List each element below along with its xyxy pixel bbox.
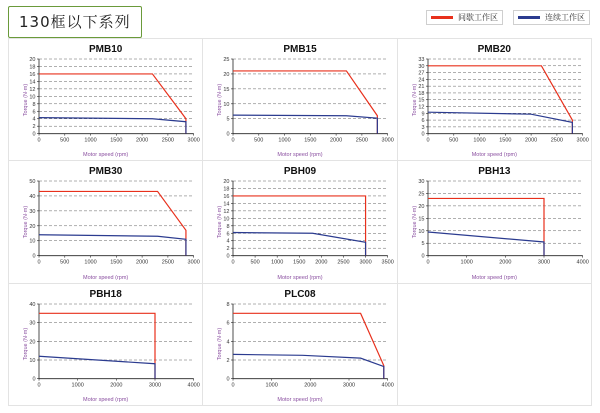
svg-text:24: 24 [418,77,425,84]
svg-text:4000: 4000 [576,259,589,266]
svg-text:1000: 1000 [84,137,97,144]
svg-text:5: 5 [226,116,230,123]
svg-text:3000: 3000 [359,259,373,266]
svg-text:3000: 3000 [381,137,395,144]
svg-text:6: 6 [421,118,425,125]
chart-plot [398,175,591,268]
svg-text:2000: 2000 [498,259,512,266]
svg-text:0: 0 [37,382,41,389]
chart-title: PBH09 [283,166,317,178]
y-axis-label: Torque (N·m) [217,328,224,361]
x-axis-label: Motor speed (rpm) [83,397,129,403]
svg-text:27: 27 [418,70,425,77]
svg-text:500: 500 [250,259,261,266]
chart-title: PMB10 [88,44,123,55]
svg-text:1500: 1500 [293,259,306,266]
svg-text:3000: 3000 [576,137,589,144]
svg-text:500: 500 [60,137,70,144]
svg-text:12: 12 [223,209,230,216]
svg-text:10: 10 [29,357,36,364]
svg-text:15: 15 [418,97,425,104]
chart-cell-pmb30 [9,161,203,283]
svg-text:20: 20 [223,71,230,78]
chart-title: PBH18 [89,288,122,300]
svg-text:25: 25 [223,57,230,63]
svg-text:6: 6 [226,231,230,238]
svg-text:20: 20 [29,57,36,63]
svg-text:5: 5 [421,241,425,248]
svg-text:4: 4 [226,239,230,246]
svg-text:1000: 1000 [271,259,284,266]
svg-text:0: 0 [426,259,430,266]
svg-text:0: 0 [426,137,430,144]
svg-text:2000: 2000 [330,137,343,144]
svg-text:500: 500 [254,137,264,144]
svg-text:4000: 4000 [187,382,200,389]
svg-text:40: 40 [29,301,36,308]
svg-text:2000: 2000 [524,137,537,144]
legend-item-intermittent [426,10,503,25]
x-axis-label: Motor speed (rpm) [277,397,323,403]
svg-text:2000: 2000 [135,259,149,266]
x-axis-label: Motor speed (rpm) [471,274,517,281]
svg-text:18: 18 [29,64,36,71]
chart-cell-pbh09 [203,161,397,283]
svg-text:0: 0 [226,253,230,260]
svg-text:0: 0 [32,131,36,138]
svg-text:16: 16 [29,71,36,78]
y-axis-label: Torque (N·m) [23,83,30,116]
chart-cell-pmb15 [203,39,397,161]
svg-text:8: 8 [226,301,230,308]
svg-text:6: 6 [226,320,230,327]
svg-text:1000: 1000 [278,137,292,144]
svg-text:3000: 3000 [187,259,200,266]
svg-text:1500: 1500 [304,137,317,144]
svg-text:0: 0 [421,253,425,260]
svg-text:4: 4 [32,116,36,123]
chart-title: PMB15 [283,44,317,55]
chart-plot [9,175,202,268]
legend-label-intermittent: 间歇工作区 [458,13,498,22]
svg-text:3: 3 [421,124,425,131]
svg-text:0: 0 [32,253,36,260]
svg-text:2500: 2500 [337,259,350,266]
svg-text:2: 2 [226,246,230,253]
y-axis-label: Torque (N·m) [411,83,418,116]
sheet-header [0,0,600,36]
chart-plot [398,53,591,146]
svg-text:30: 30 [29,209,36,216]
svg-text:8: 8 [226,224,230,231]
y-axis-label: Torque (N·m) [217,83,224,116]
svg-text:30: 30 [29,320,36,327]
x-axis-label: Motor speed (rpm) [471,152,517,159]
svg-text:1500: 1500 [110,137,123,144]
chart-title: PLC08 [284,288,316,300]
x-axis-label: Motor speed (rpm) [83,152,129,159]
svg-text:6: 6 [32,109,36,116]
chart-cell-empty [398,284,592,406]
svg-text:2000: 2000 [315,259,328,266]
svg-text:12: 12 [418,104,425,111]
chart-plot [203,175,396,268]
svg-text:10: 10 [418,229,425,236]
chart-cell-plc08 [203,284,397,406]
svg-text:1500: 1500 [110,259,123,266]
legend-swatch-continuous [518,16,540,19]
svg-text:3000: 3000 [148,382,162,389]
svg-text:14: 14 [29,79,36,86]
y-axis-label: Torque (N·m) [23,205,30,239]
svg-text:14: 14 [223,201,230,208]
svg-text:500: 500 [60,259,70,266]
chart-title: PMB20 [477,44,511,55]
legend-label-continuous: 连续工作区 [545,13,585,22]
chart-plot [9,53,202,146]
svg-text:2000: 2000 [304,382,317,389]
y-axis-label: Torque (N·m) [217,205,224,239]
svg-text:2: 2 [32,124,36,131]
svg-text:25: 25 [418,191,425,198]
svg-text:8: 8 [32,101,36,108]
svg-text:1000: 1000 [265,382,279,389]
svg-text:20: 20 [29,338,36,345]
svg-text:0: 0 [37,137,41,144]
svg-text:0: 0 [421,131,425,138]
svg-text:30: 30 [418,63,425,70]
svg-text:15: 15 [223,86,230,93]
svg-text:0: 0 [226,131,230,138]
svg-text:1000: 1000 [460,259,473,266]
svg-text:40: 40 [29,194,36,201]
svg-text:0: 0 [231,382,235,389]
svg-text:0: 0 [231,137,235,144]
svg-text:16: 16 [223,194,230,201]
chart-cell-pbh13 [398,161,592,283]
x-axis-label: Motor speed (rpm) [83,274,129,281]
svg-text:3000: 3000 [343,382,356,389]
svg-text:20: 20 [418,204,425,211]
chart-cell-pbh18 [9,284,203,406]
x-axis-label: Motor speed (rpm) [277,152,323,159]
svg-text:3500: 3500 [381,259,395,266]
svg-text:3000: 3000 [537,259,550,266]
svg-text:10: 10 [223,216,230,223]
svg-text:15: 15 [418,216,425,223]
svg-text:20: 20 [29,224,36,231]
y-axis-label: Torque (N·m) [23,328,30,361]
x-axis-label: Motor speed (rpm) [277,274,323,281]
svg-text:2000: 2000 [135,137,149,144]
svg-text:18: 18 [418,90,425,97]
svg-text:0: 0 [32,376,36,383]
svg-text:1000: 1000 [84,259,97,266]
legend [426,10,590,25]
svg-text:2500: 2500 [161,137,175,144]
svg-text:9: 9 [421,111,425,118]
chart-title: PBH13 [478,166,511,178]
svg-text:30: 30 [418,179,425,186]
svg-text:1000: 1000 [71,382,84,389]
svg-text:0: 0 [231,259,235,266]
chart-plot [9,298,202,391]
svg-text:3000: 3000 [187,137,200,144]
svg-text:0: 0 [226,376,230,383]
svg-text:2500: 2500 [550,137,563,144]
svg-text:12: 12 [29,86,36,93]
legend-swatch-intermittent [431,16,453,19]
svg-text:10: 10 [29,94,36,101]
svg-text:1500: 1500 [498,137,512,144]
y-axis-label: Torque (N·m) [411,205,418,239]
svg-text:10: 10 [223,101,230,108]
svg-text:4: 4 [226,338,230,345]
chart-plot [203,53,396,146]
svg-text:33: 33 [418,57,425,63]
svg-text:2500: 2500 [356,137,369,144]
chart-cell-pmb20 [398,39,592,161]
svg-text:50: 50 [29,179,36,186]
svg-text:0: 0 [37,259,41,266]
page-title: 130框以下系列 [19,13,131,31]
svg-text:21: 21 [418,84,425,91]
chart-cell-pmb10 [9,39,203,161]
svg-text:20: 20 [223,179,230,186]
svg-text:2: 2 [226,357,230,364]
svg-text:2000: 2000 [110,382,123,389]
series-title-box [8,6,142,38]
svg-text:10: 10 [29,239,36,246]
chart-title: PMB30 [88,166,123,178]
svg-text:500: 500 [448,137,459,144]
legend-item-continuous [513,10,590,25]
svg-text:2500: 2500 [161,259,175,266]
chart-grid [8,38,592,406]
chart-plot [203,298,396,391]
svg-text:4000: 4000 [381,382,395,389]
svg-text:1000: 1000 [473,137,486,144]
svg-text:18: 18 [223,186,230,193]
